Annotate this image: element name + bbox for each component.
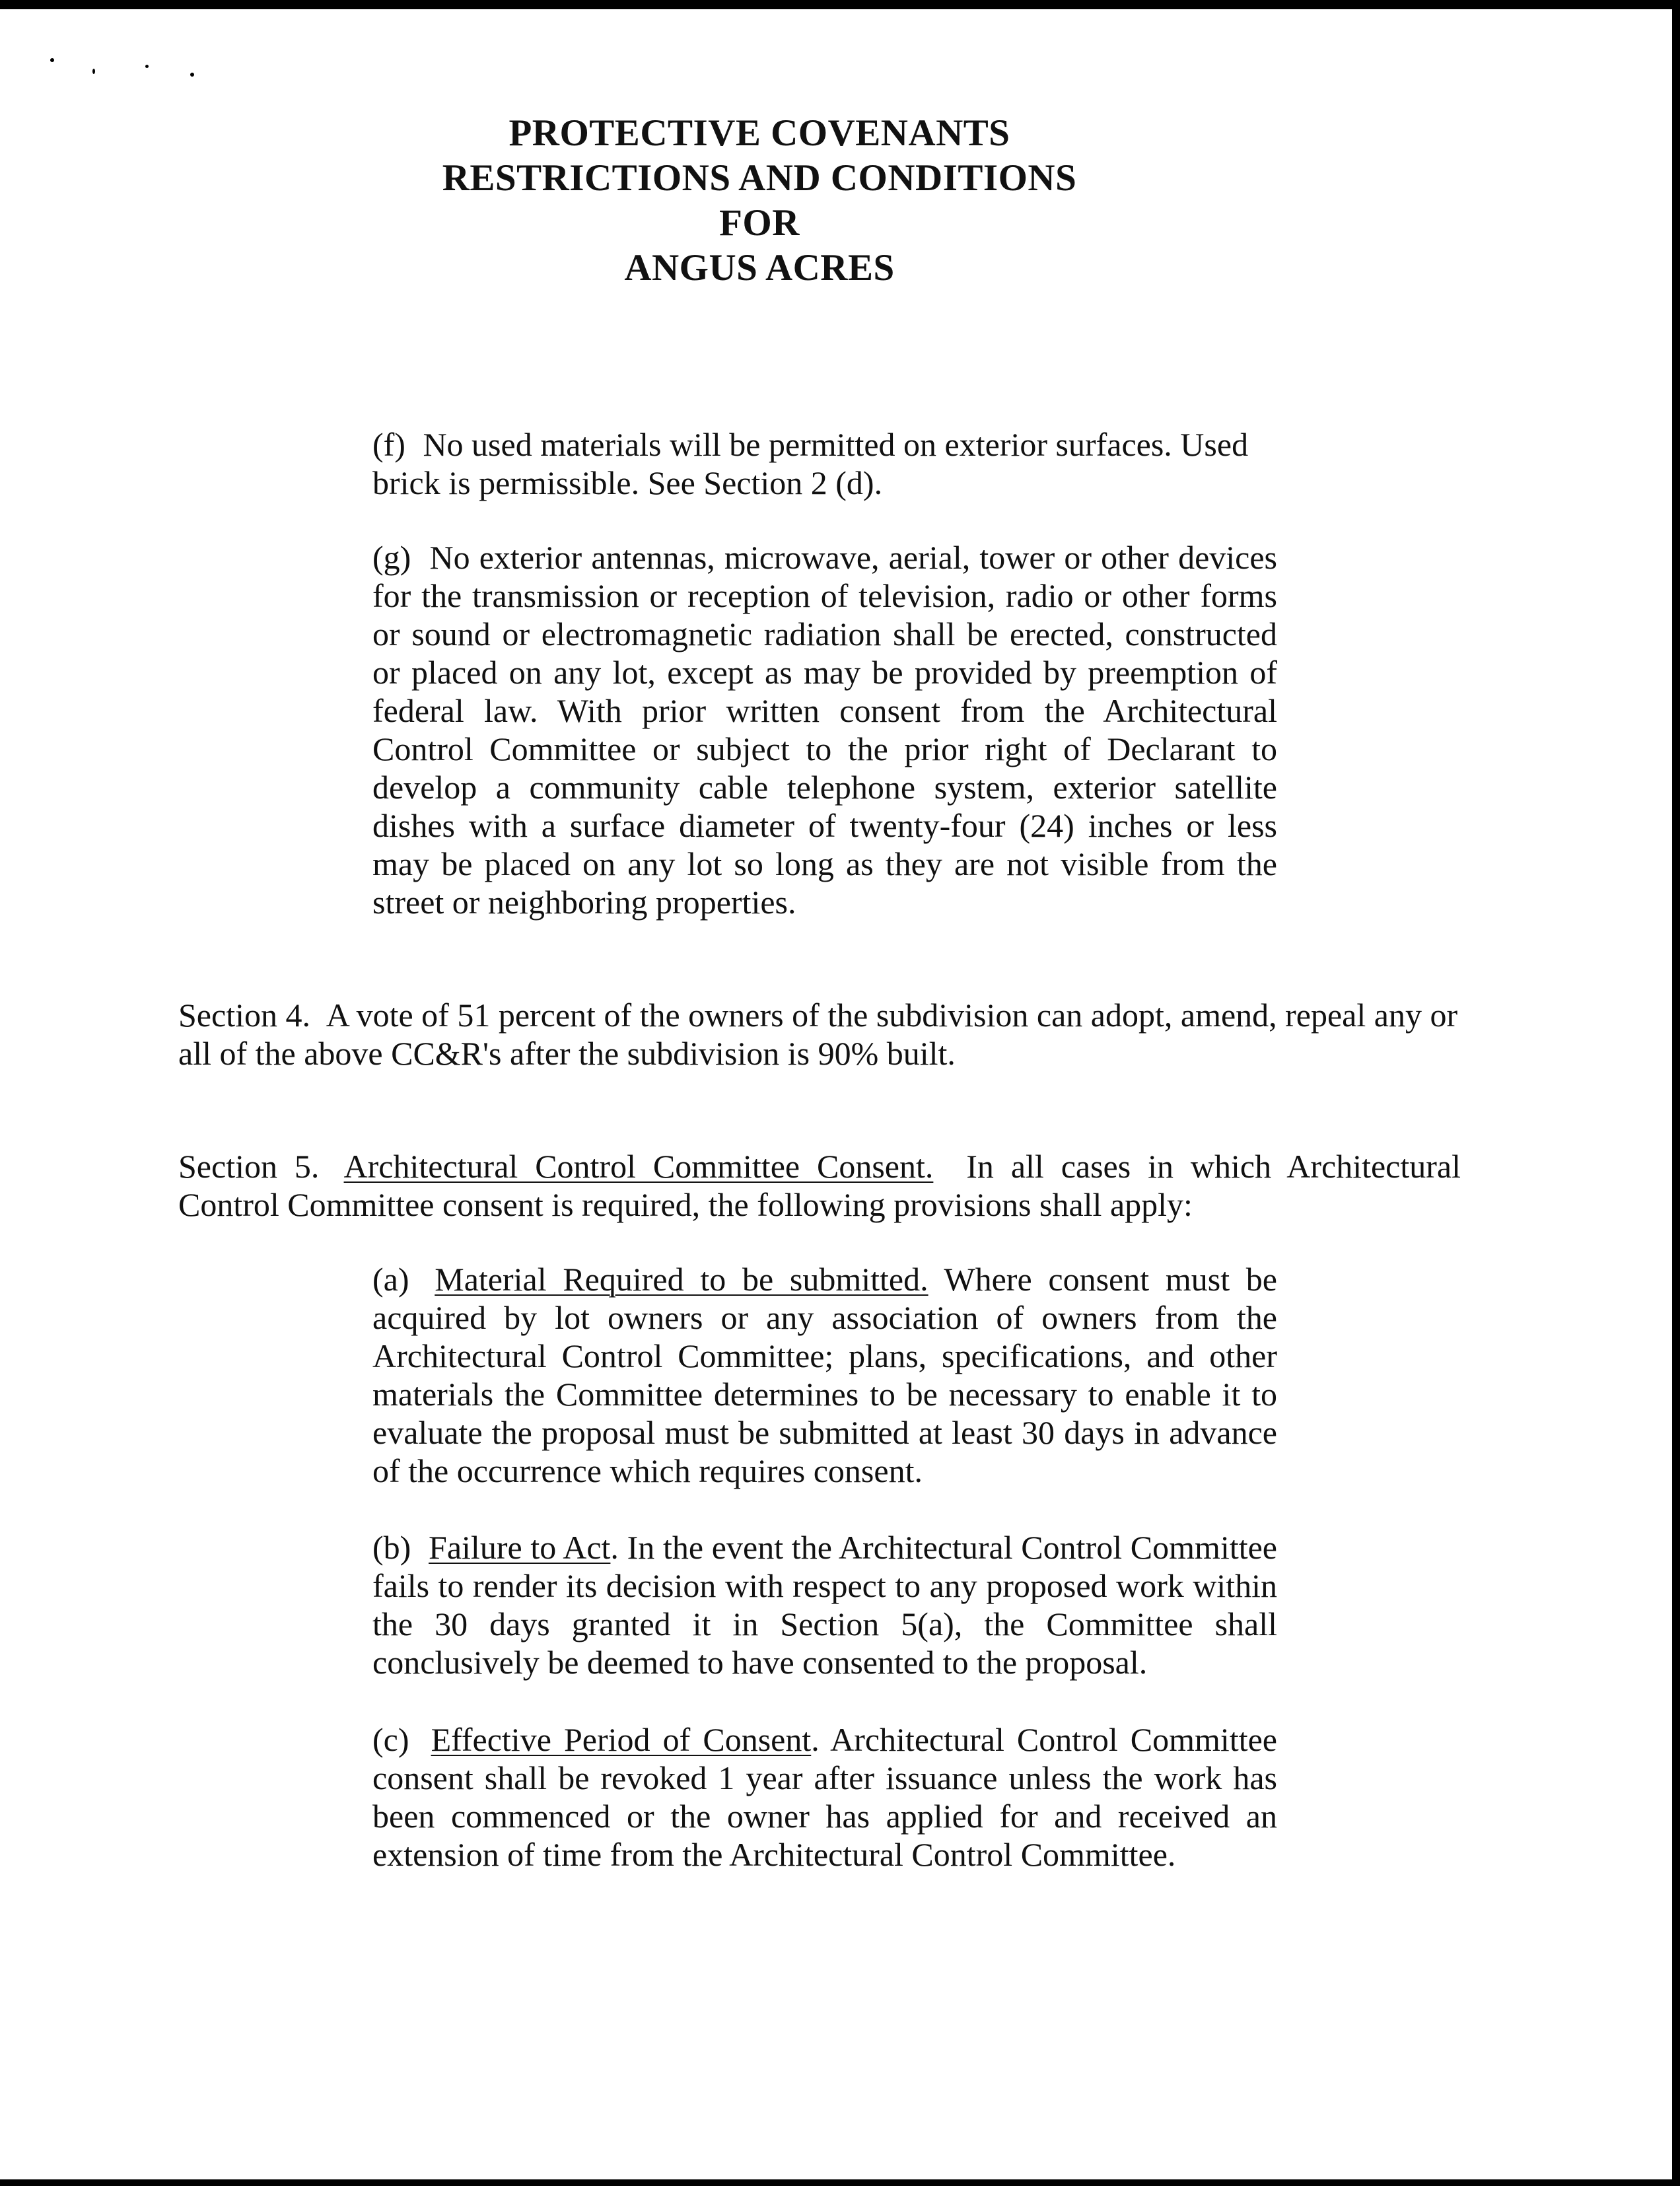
scan-border-bottom (0, 2179, 1680, 2186)
clause-heading: Effective Period of Consent (431, 1721, 812, 1758)
title-line: FOR (719, 202, 800, 244)
title-line: ANGUS ACRES (624, 247, 895, 289)
title-line: RESTRICTIONS AND CONDITIONS (442, 157, 1077, 199)
clause-label: (c) (372, 1721, 409, 1758)
clause-f (372, 425, 1277, 502)
section-4 (178, 996, 1461, 1073)
scan-speck (50, 58, 54, 62)
section-label: Section 4. (178, 997, 310, 1034)
title-line: PROTECTIVE COVENANTS (508, 112, 1010, 154)
clause-text: Where consent must be acquired by lot owners or any association of owners from the Architectural Control Committee; plans, specifications, and other materials the Committee determines to be necessary to enable it to evaluate the proposal must be submitted at least 30 days in advance of the occurrence which requires consent. (372, 1261, 1277, 1489)
clause-c: (c) Effective Period of Consent. Architectural Control Committee consent shall be revoked 1 year after issuance unless the work has been commenced or the owner has applied for and received an extension of time from the Architectural Control Committee. (372, 1721, 1277, 1873)
clause-a (372, 1260, 1277, 1490)
section-heading: Architectural Control Committee Consent. (343, 1148, 934, 1185)
clause-label: (f) (372, 426, 405, 463)
section-5 (178, 1147, 1461, 1224)
clause-text: In the event the Architectural Control Committee fails to render its decision with respect to any proposed work within the 30 days granted it in Section 5(a), the Committee shall conclusively be deemed to have consented to the proposal. (372, 1529, 1278, 1681)
clause-g (372, 538, 1277, 921)
clause-label: (b) (372, 1529, 411, 1566)
section-label: Section 5. (178, 1148, 320, 1185)
section-text: A vote of 51 percent of the owners of the subdivision can adopt, amend, repeal any or all of the above CC&R's after the subdivision is 90% built. (178, 997, 1458, 1072)
clause-heading: Failure to Act (429, 1529, 611, 1566)
clause-text: Architectural Control Committee consent shall be revoked 1 year after issuance unless the work has been commenced or the owner has applied for and received an extension of time from the Architectural Control Committee. (372, 1721, 1277, 1873)
clause-label: (a) (372, 1261, 409, 1298)
section-text: In all cases in which Architectural Control Committee consent is required, the following provisions shall apply: (178, 1148, 1461, 1223)
clause-text: No used materials will be permitted on exterior surfaces. Used brick is permissible. See Section 2 (d). (372, 426, 1249, 501)
scan-speck (190, 73, 194, 77)
clause-label: (g) (372, 539, 411, 576)
scan-speck (145, 65, 149, 68)
clause-text: No exterior antennas, microwave, aerial, tower or other devices for the transmission or reception of television, radio or other forms or sound or electromagnetic radiation shall be erected, constructed or placed on any lot, except as may be provided by preemption of federal law. With prior written consent from the Architectural Control Committee or subject to the prior right of Declarant to develop a community cable telephone system, exterior satellite dishes with a surface diameter of twenty-four (24) inches or less may be placed on any lot so long as they are not visible from the street or neighboring properties. (372, 539, 1277, 921)
document-title (396, 111, 1123, 291)
clause-heading: Material Required to be submitted. (435, 1261, 928, 1298)
clause-b: (b) Failure to Act. In the event the Architectural Control Committee fails to render its decision with respect to any proposed work within the 30 days granted it in Section 5(a), the Committee shall conclusively be deemed to have consented to the proposal. (372, 1529, 1278, 1681)
scan-border-top (0, 0, 1680, 9)
scan-speck (92, 69, 95, 74)
scan-border-right (1672, 0, 1680, 2186)
